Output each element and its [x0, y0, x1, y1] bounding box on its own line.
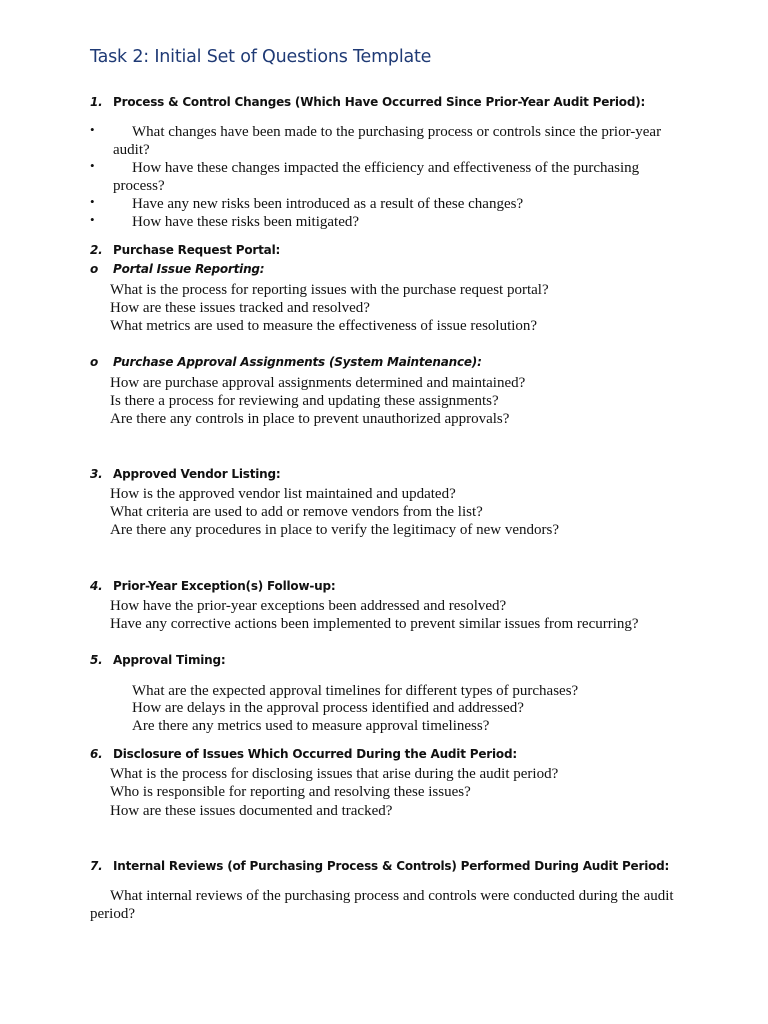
question: What criteria are used to add or remove vendors from the list? — [110, 504, 483, 520]
question: How are delays in the approval process identified and addressed? — [132, 700, 524, 716]
section-number: 7. — [90, 859, 103, 873]
question: How is the approved vendor list maintained and updated? — [110, 486, 456, 502]
list-item: What changes have been made to the purchasing process or controls since the prior-year — [132, 124, 662, 140]
section-7-heading — [90, 859, 730, 875]
subsection-title: Purchase Approval Assignments (System Maintenance): — [113, 355, 482, 369]
question: Are there any metrics used to measure approval timeliness? — [132, 718, 490, 734]
bullet-icon: • — [90, 212, 95, 227]
section-number: 1. — [90, 95, 103, 109]
question: What is the process for reporting issues with the purchase request portal? — [110, 282, 549, 298]
paragraph-line: What internal reviews of the purchasing process and controls were conducted during the audit — [110, 888, 674, 904]
section-title: Purchase Request Portal: — [113, 243, 281, 257]
question: Is there a process for reviewing and updating these assignments? — [110, 393, 499, 409]
list-item: Have any new risks been introduced as a result of these changes? — [132, 196, 524, 212]
question: What metrics are used to measure the effectiveness of issue resolution? — [110, 318, 538, 334]
section-title: Approval Timing: — [113, 653, 226, 667]
list-item: How have these changes impacted the efficiency and effectiveness of the purchasing — [132, 160, 640, 176]
subsection-heading — [90, 355, 690, 371]
section-4-heading — [90, 579, 690, 595]
question: How are these issues documented and tracked? — [110, 803, 393, 819]
section-2-heading — [90, 243, 690, 259]
bullet-icon: • — [90, 122, 95, 137]
section-3-heading — [90, 467, 690, 483]
question: What is the process for disclosing issues that arise during the audit period? — [110, 766, 559, 782]
question: How are these issues tracked and resolved? — [110, 300, 370, 316]
section-number: 3. — [90, 467, 103, 481]
section-title: Internal Reviews (of Purchasing Process & Controls) Performed During Audit Period: — [113, 859, 670, 873]
list-item-continuation: process? — [113, 178, 165, 194]
question: What are the expected approval timelines for different types of purchases? — [132, 683, 579, 699]
list-item-continuation: audit? — [113, 142, 150, 158]
section-title: Approved Vendor Listing: — [113, 467, 281, 481]
section-number: 4. — [90, 579, 103, 593]
subsection-heading — [90, 262, 690, 278]
section-title: Process & Control Changes (Which Have Occurred Since Prior-Year Audit Period): — [113, 95, 646, 109]
document-title: Task 2: Initial Set of Questions Template — [90, 47, 432, 67]
question: How are purchase approval assignments determined and maintained? — [110, 375, 526, 391]
section-title: Disclosure of Issues Which Occurred During the Audit Period: — [113, 747, 517, 761]
section-title: Prior-Year Exception(s) Follow-up: — [113, 579, 336, 593]
bullet-icon: • — [90, 194, 95, 209]
list-item: How have these risks been mitigated? — [132, 214, 360, 230]
question: Who is responsible for reporting and resolving these issues? — [110, 784, 471, 800]
question: Are there any procedures in place to verify the legitimacy of new vendors? — [110, 522, 559, 538]
section-number: 6. — [90, 747, 103, 761]
section-5-heading — [90, 653, 690, 669]
bullet-icon: • — [90, 158, 95, 173]
section-6-heading — [90, 747, 690, 763]
question: Have any corrective actions been implemented to prevent similar issues from recurring? — [110, 616, 639, 632]
section-number: 2. — [90, 243, 103, 257]
section-1-heading — [90, 95, 690, 111]
subsection-marker: o — [90, 262, 99, 276]
paragraph-line: period? — [90, 906, 135, 922]
question: Are there any controls in place to prevent unauthorized approvals? — [110, 411, 510, 427]
question: How have the prior-year exceptions been addressed and resolved? — [110, 598, 507, 614]
subsection-marker: o — [90, 355, 99, 369]
section-number: 5. — [90, 653, 103, 667]
subsection-title: Portal Issue Reporting: — [113, 262, 265, 276]
